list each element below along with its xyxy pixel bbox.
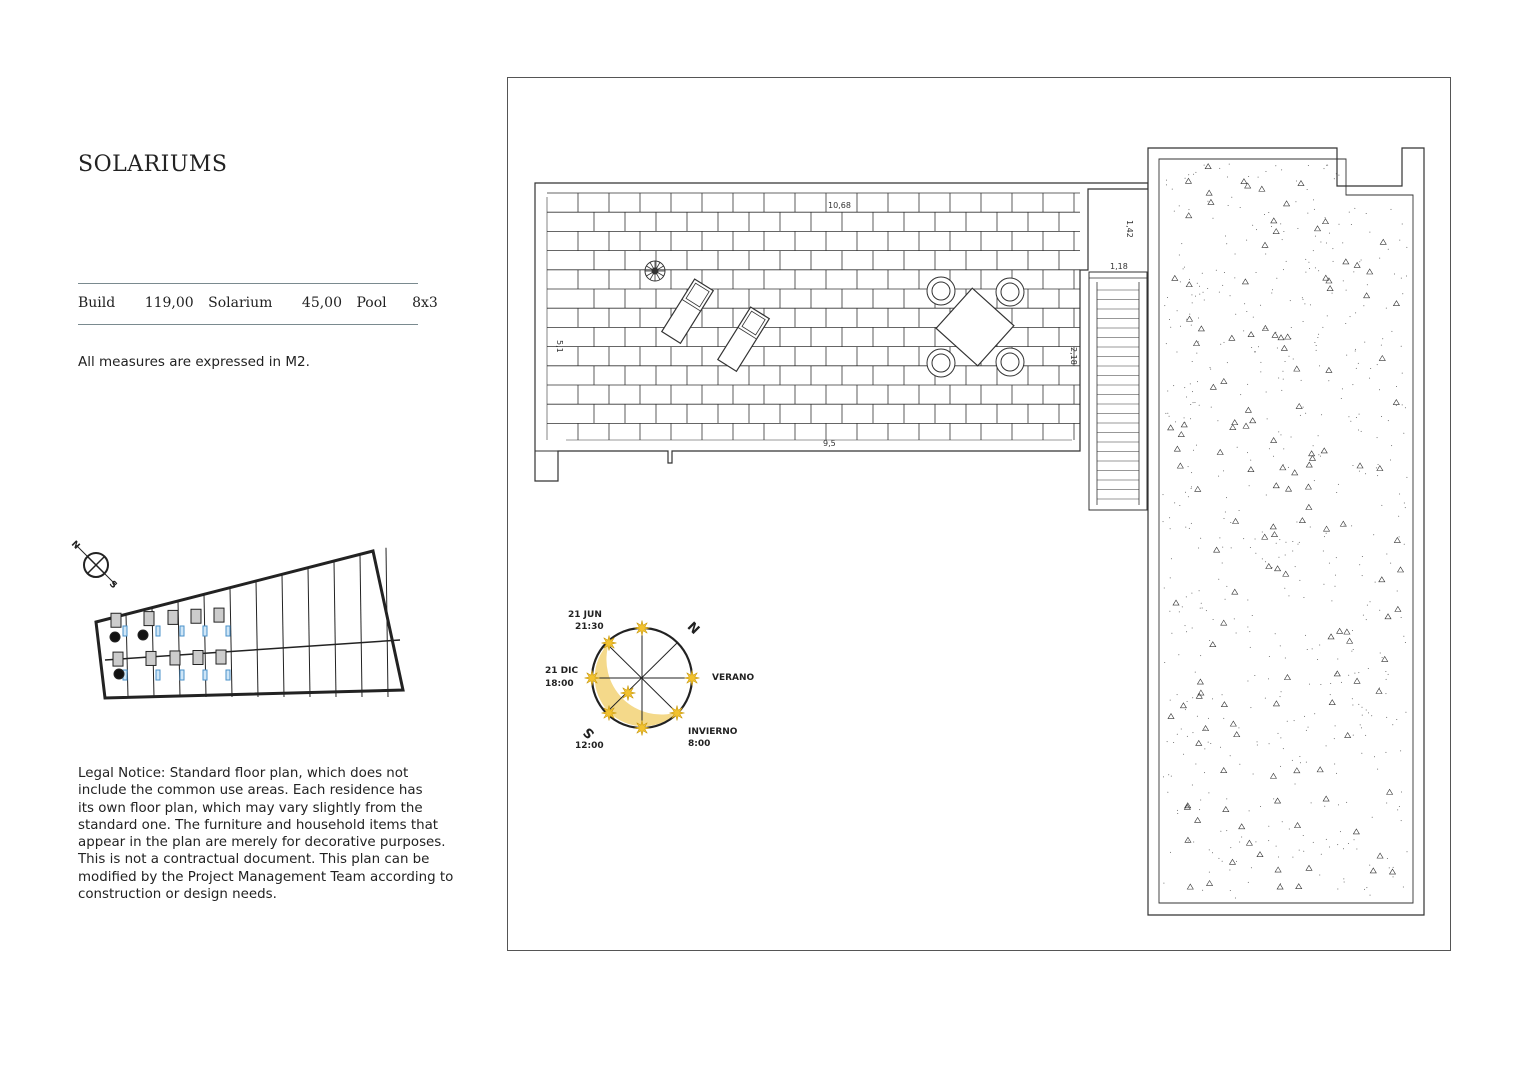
terrace [535,183,1148,481]
umbrella-icon [645,261,665,281]
sun-star-icon [685,671,700,686]
spec-pool-label: Pool [356,295,387,311]
sun-winter-label: INVIERNO [688,727,738,737]
sun-star-icon [670,706,685,721]
legal-notice: Legal Notice: Standard floor plan, which does not include the common use areas. Each residence has its own floor plan, which may vary slightly from the standard one. The furniture and household items that appear in the plan are merely for decorative purposes. This is not a contractual document. This plan can be modified by the Project Management Team according to construction or design needs. [78,766,454,903]
compass-n: N [68,539,82,552]
sun-jun-time: 21:30 [575,622,604,632]
page-title: SOLARIUMS [78,152,228,177]
sun-star-icon [621,686,636,701]
spec-build-label: Build [78,295,116,311]
spec-build-value: 119,00 [144,295,194,311]
spec-solarium-label: Solarium [208,295,273,311]
sun-dic-date: 21 DIC [545,666,579,676]
dim-left-height: 5,1 [555,340,564,353]
sun-star-icon [635,721,650,736]
dim-bottom-width: 9,5 [823,439,836,448]
site-dot-2 [138,630,148,640]
sun-diagram [545,610,755,751]
staircase [1089,272,1147,510]
site-plan [96,548,403,698]
sun-dic-time: 18:00 [545,679,574,689]
sun-star-icon [585,671,600,686]
compass-s: S [106,579,119,591]
sun-star-icon [635,621,650,636]
dim-stair-width: 1,18 [1110,262,1128,271]
dim-right-small: 1,42 [1125,220,1134,238]
spec-solarium-value: 45,00 [301,295,342,311]
site-dot-3 [114,669,124,679]
sun-noon-time: 12:00 [575,741,604,751]
spec-pool-value: 8x3 [412,295,438,311]
sun-north-label: N [683,619,703,638]
site-dot-1 [110,632,120,642]
compass-icon [69,539,119,591]
sun-jun-date: 21 JUN [568,610,602,620]
dim-top-width: 10,68 [828,201,851,210]
sun-winter-time: 8:00 [688,739,711,749]
measure-note: All measures are expressed in M2. [78,354,310,370]
pool-area [1148,148,1424,915]
dining-set [927,277,1024,377]
sun-star-icon [602,636,617,651]
sun-star-icon [602,706,617,721]
sun-south-label: S [580,723,598,742]
sun-summer-label: VERANO [712,673,755,683]
dim-stair-height: 2,18 [1069,347,1078,365]
